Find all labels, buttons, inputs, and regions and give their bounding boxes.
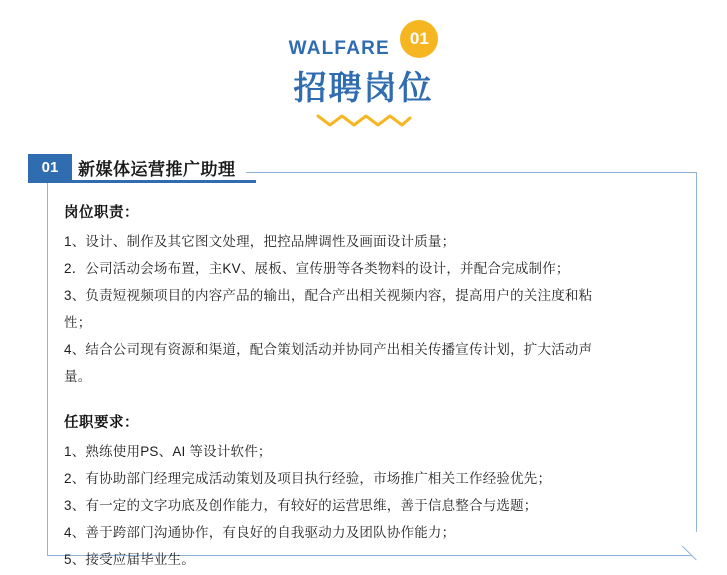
- responsibilities-line: 性；: [64, 315, 92, 330]
- header-eyebrow-row: [289, 22, 439, 66]
- responsibilities-heading: 岗位职责：: [64, 205, 139, 221]
- requirements-line: 3、有一定的文字功底及创作能力，有较好的运营思维，善于信息整合与选题；: [64, 498, 538, 513]
- section-underline: [28, 180, 256, 183]
- requirements-line: 2、有协助部门经理完成活动策划及项目执行经验，市场推广相关工作经验优先；: [64, 471, 552, 486]
- page-title: 招聘岗位: [293, 69, 434, 106]
- requirements-line: 4、善于跨部门沟通协作，有良好的自我驱动力及团队协作能力；: [64, 525, 456, 540]
- responsibilities-line: 量。: [64, 369, 92, 384]
- block-spacer: [64, 390, 664, 410]
- responsibilities-line: 3、负责短视频项目的内容产品的输出，配合产出相关视频内容，提高用户的关注度和粘: [64, 288, 593, 303]
- section-title: 新媒体运营推广助理: [72, 154, 246, 180]
- requirements-heading: 任职要求：: [64, 415, 139, 431]
- header-inner: [0, 22, 727, 127]
- responsibilities-line: 2．公司活动会场布置，主KV、展板、宣传册等各类物料的设计，并配合完成制作；: [64, 261, 570, 276]
- requirements-line: 5、接受应届毕业生。: [64, 552, 196, 567]
- job-description: [64, 200, 664, 573]
- panel-corner-cut: [682, 532, 711, 561]
- requirements-block: [64, 410, 664, 573]
- responsibilities-line: 4、结合公司现有资源和渠道，配合策划活动并协同产出相关传播宣传计划，扩大活动声: [64, 342, 593, 357]
- header-eyebrow-text: WALFARE: [288, 38, 390, 59]
- section-number: 01: [28, 154, 72, 180]
- zigzag-divider-icon: [316, 114, 412, 127]
- page-header: [0, 0, 727, 140]
- responsibilities-block: [64, 200, 664, 390]
- header-number-badge: 01: [400, 20, 438, 58]
- section-heading: [28, 154, 246, 180]
- responsibilities-line: 1、设计、制作及其它图文处理，把控品牌调性及画面设计质量；: [64, 234, 456, 249]
- requirements-line: 1、熟练使用PS、AI 等设计软件；: [64, 444, 272, 459]
